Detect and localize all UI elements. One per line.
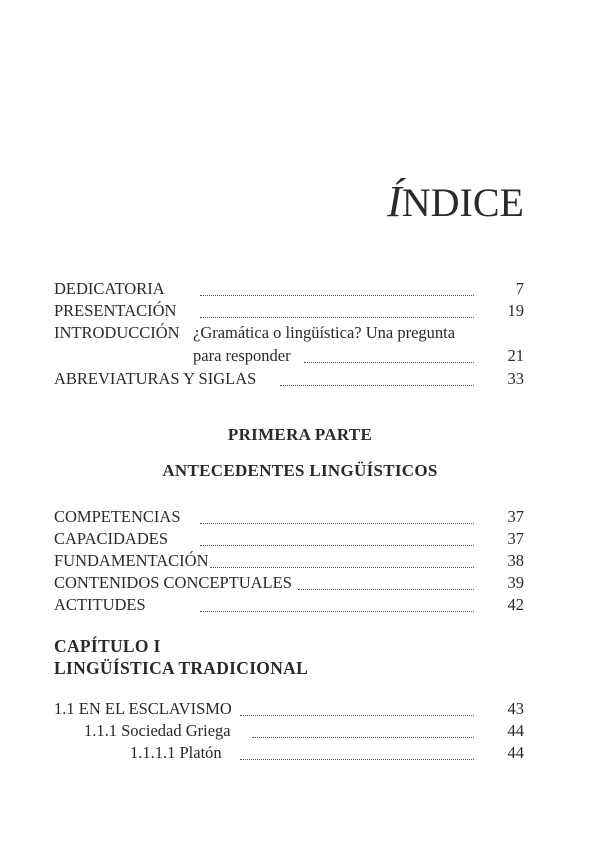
toc-entry-page: 21: [507, 346, 524, 365]
leader-dots: [304, 345, 474, 363]
toc-entry[interactable]: [0, 550, 600, 572]
leader-dots: [240, 698, 474, 716]
chapter-number: CAPÍTULO I: [54, 636, 161, 656]
leader-dots: [200, 594, 474, 612]
toc-entry-page: 33: [507, 369, 524, 388]
toc-entry[interactable]: [0, 300, 600, 322]
toc-entry[interactable]: [0, 278, 600, 300]
toc-entry-page: 37: [507, 529, 524, 548]
toc-entry[interactable]: [0, 742, 600, 764]
leader-dots: [200, 300, 474, 318]
toc-entry[interactable]: [0, 506, 600, 528]
toc-entry-label: CAPACIDADES: [54, 529, 169, 548]
leader-dots: [240, 742, 474, 760]
toc-entry-subtitle: ¿Gramática o lingüística? Una pregunta: [193, 323, 456, 342]
chapter-title: LINGÜÍSTICA TRADICIONAL: [54, 658, 309, 678]
toc-entry-label: 1.1.1.1 Platón: [130, 743, 222, 762]
toc-entry[interactable]: [0, 720, 600, 742]
toc-entry[interactable]: [0, 572, 600, 594]
toc-entry-subtitle: para responder: [193, 346, 291, 365]
toc-entry-label: 1.1 EN EL ESCLAVISMO: [54, 699, 232, 718]
leader-dots: [280, 368, 474, 386]
toc-entry[interactable]: [0, 368, 600, 390]
toc-entry[interactable]: [0, 322, 600, 344]
toc-entry-page: 44: [507, 721, 524, 740]
part-label: PRIMERA PARTE: [227, 425, 373, 444]
leader-dots: [200, 278, 474, 296]
toc-entry-page: 7: [515, 279, 524, 298]
leader-dots: [200, 506, 474, 524]
toc-entry[interactable]: [0, 528, 600, 550]
toc-entry-label: ACTITUDES: [54, 595, 146, 614]
toc-entry-label: COMPETENCIAS: [54, 507, 181, 526]
toc-entry-page: 42: [507, 595, 524, 614]
toc-entry-page: 43: [507, 699, 524, 718]
part-title: ANTECEDENTES LINGÜÍSTICOS: [162, 461, 438, 480]
toc-entry-continuation[interactable]: [0, 345, 600, 367]
title-rest: NDICE: [401, 180, 524, 225]
toc-entry[interactable]: [0, 594, 600, 616]
toc-entry-page: 38: [507, 551, 524, 570]
toc-entry-page: 39: [507, 573, 524, 592]
leader-dots: [252, 720, 474, 738]
title-initial: Í: [387, 177, 402, 226]
toc-entry-label: CONTENIDOS CONCEPTUALES: [54, 573, 292, 592]
toc-entry[interactable]: [0, 698, 600, 720]
toc-entry-page: 44: [507, 743, 524, 762]
toc-entry-label: 1.1.1 Sociedad Griega: [84, 721, 231, 740]
toc-entry-page: 37: [507, 507, 524, 526]
toc-entry-label: PRESENTACIÓN: [54, 301, 177, 320]
leader-dots: [210, 550, 474, 568]
leader-dots: [298, 572, 474, 590]
toc-entry-label: FUNDAMENTACIÓN: [54, 551, 209, 570]
toc-entry-label: INTRODUCCIÓN: [54, 323, 180, 342]
toc-entry-label: DEDICATORIA: [54, 279, 165, 298]
leader-dots: [200, 528, 474, 546]
page-title: [0, 176, 524, 227]
toc-entry-page: 19: [507, 301, 524, 320]
toc-entry-label: ABREVIATURAS Y SIGLAS: [54, 369, 257, 388]
